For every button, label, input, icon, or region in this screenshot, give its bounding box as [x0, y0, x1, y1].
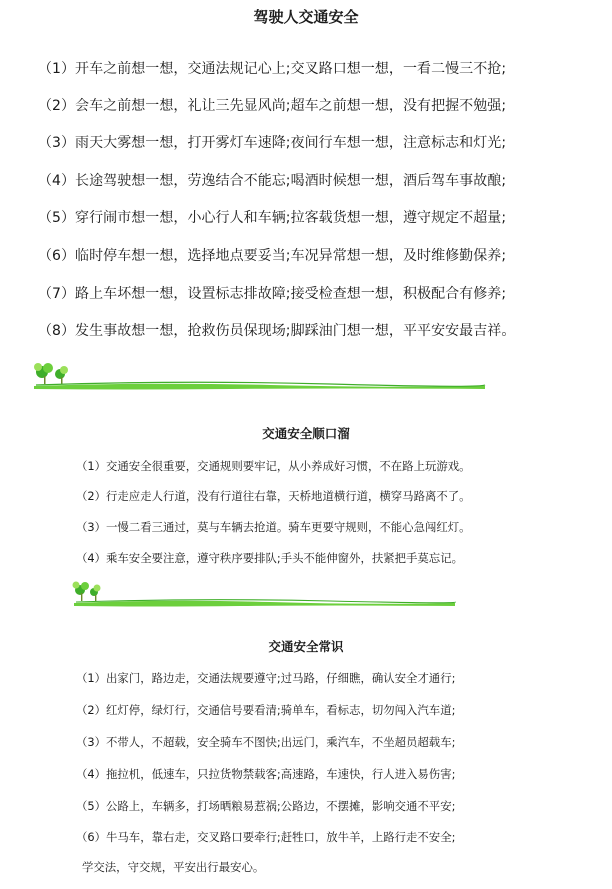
list-item: （7）路上车坏想一想，设置标志排故障;接受检查想一想，积极配合有修养; [38, 286, 507, 302]
list-item: （3）一慢二看三通过，莫与车辆去抢道。骑车更要守规则，不能心急闯红灯。 [76, 520, 471, 534]
closing-line: 学交法，守交规，平安出行最安心。 [82, 860, 265, 874]
list-item: （4）长途驾驶想一想，劳逸结合不能忘;喝酒时候想一想，酒后驾车事故酿; [38, 173, 507, 189]
grass-divider [70, 576, 460, 610]
list-item: （6）牛马车，靠右走，交叉路口要牵行;赶牲口，放牛羊，上路行走不安全; [76, 830, 456, 844]
list-item: （2）红灯停，绿灯行，交通信号要看清;骑单车，看标志，切勿闯入汽车道; [76, 703, 456, 717]
grass-tree-icon [70, 576, 460, 610]
list-item: （4）拖拉机，低速车，只拉货物禁载客;高速路，车速快，行人进入易伤害; [76, 767, 456, 781]
list-item: （5）穿行闹市想一想，小心行人和车辆;拉客载货想一想，遵守规定不超量; [38, 210, 507, 226]
list-item: （5）公路上，车辆多，打场晒粮易惹祸;公路边，不摆摊，影响交通不平安; [76, 799, 456, 813]
list-item: （1）开车之前想一想，交通法规记心上;交叉路口想一想，一看二慢三不抢; [38, 61, 507, 77]
list-item: （6）临时停车想一想，选择地点要妥当;车况异常想一想，及时维修勤保养; [38, 248, 507, 264]
grass-divider [30, 358, 490, 392]
list-item: （3）雨天大雾想一想，打开雾灯车速降;夜间行车想一想，注意标志和灯光; [38, 135, 507, 151]
grass-tree-icon [30, 358, 490, 392]
list-item: （2）行走应走人行道，没有行道往右靠，天桥地道横行道，横穿马路离不了。 [76, 489, 471, 503]
list-item: （1）出家门，路边走，交通法规要遵守;过马路，仔细瞧，确认安全才通行; [76, 671, 456, 685]
list-item: （3）不带人，不超载，安全骑车不图快;出远门，乘汽车，不坐超员超载车; [76, 735, 456, 749]
title-safety-rhyme: 交通安全顺口溜 [262, 426, 350, 441]
title-driver-safety: 驾驶人交通安全 [253, 8, 359, 26]
list-item: （8）发生事故想一想，抢救伤员保现场;脚踩油门想一想，平平安安最吉祥。 [38, 323, 516, 339]
list-item: （4）乘车安全要注意，遵守秩序要排队;手头不能伸窗外，扶紧把手莫忘记。 [76, 551, 463, 565]
list-item: （2）会车之前想一想，礼让三先显风尚;超车之前想一想，没有把握不勉强; [38, 98, 507, 114]
title-safety-knowledge: 交通安全常识 [268, 639, 344, 654]
list-item: （1）交通安全很重要，交通规则要牢记，从小养成好习惯，不在路上玩游戏。 [76, 459, 471, 473]
